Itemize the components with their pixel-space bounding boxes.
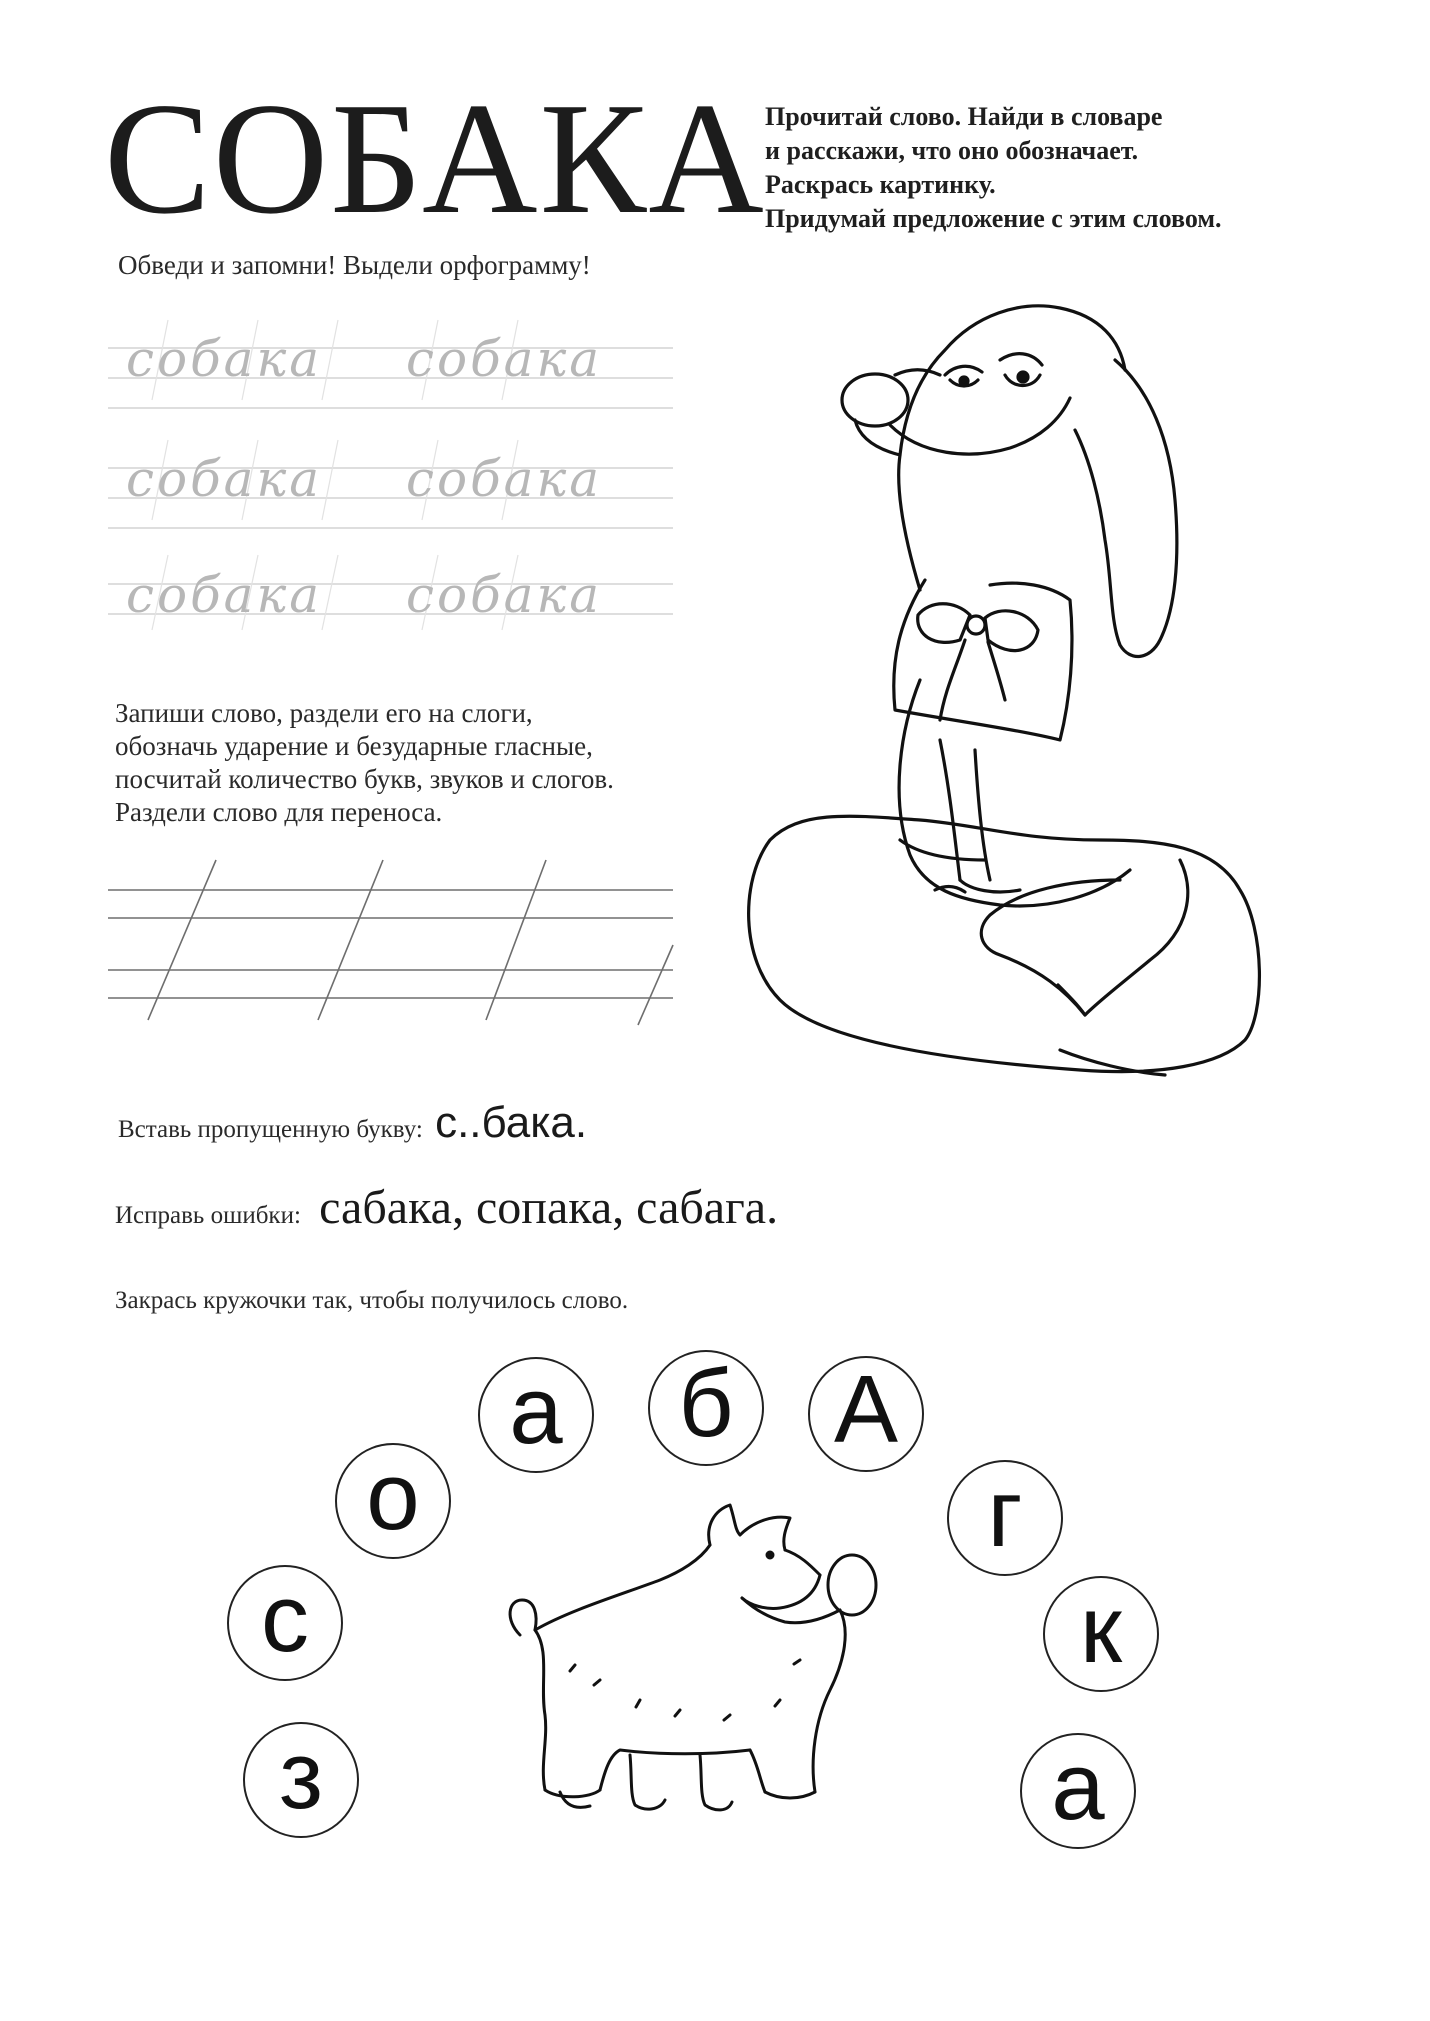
trace-word[interactable]: собака [126, 330, 323, 388]
trace-word[interactable]: собака [406, 330, 603, 388]
trace-word[interactable]: собака [406, 566, 603, 624]
task-line: Запиши слово, раздели его на слоги, [115, 698, 533, 728]
fix-errors-task [115, 1180, 778, 1235]
trace-word[interactable]: собака [126, 450, 323, 508]
letter-circle[interactable]: г [947, 1460, 1063, 1576]
letter-circle[interactable]: з [243, 1722, 359, 1838]
letter-circle[interactable]: с [227, 1565, 343, 1681]
letter-circle[interactable]: а [1020, 1733, 1136, 1849]
trace-instruction: Обведи и запомни! Выдели орфограмму! [118, 250, 591, 280]
task-line: обозначь ударение и безударные гласные, [115, 731, 593, 761]
trace-word[interactable]: собака [406, 450, 603, 508]
letter-circle[interactable]: о [335, 1443, 451, 1559]
trace-word[interactable]: собака [126, 566, 323, 624]
letter-circle[interactable]: А [808, 1356, 924, 1472]
missing-letter-task [118, 1098, 587, 1148]
circles-task-label: Закрась кружочки так, чтобы получилось слово. [115, 1287, 629, 1314]
missing-letter-word: с..бака. [435, 1098, 588, 1147]
instruction-line: Придумай предложение с этим словом. [765, 204, 1222, 233]
fix-errors-label: Исправь ошибки: [115, 1202, 301, 1229]
small-dog-illustration [480, 1500, 920, 1840]
ruled-lines [108, 860, 683, 1030]
instructions-block [765, 100, 1222, 236]
fix-errors-words: сабака, сопака, сабага. [319, 1181, 779, 1234]
instruction-line: и расскажи, что оно обозначает. [765, 136, 1139, 165]
letter-circle[interactable]: б [648, 1350, 764, 1466]
task-line: Раздели слово для переноса. [115, 797, 443, 827]
sitting-dog-illustration [720, 280, 1280, 1100]
page-title: СОБАКА [104, 69, 766, 247]
syllable-task-text [115, 697, 614, 829]
letter-circle[interactable]: к [1043, 1576, 1159, 1692]
missing-letter-label: Вставь пропущенную букву: [118, 1116, 423, 1143]
instruction-line: Прочитай слово. Найди в словаре [765, 102, 1163, 131]
letter-circle[interactable]: а [478, 1357, 594, 1473]
instruction-line: Раскрась картинку. [765, 170, 996, 199]
task-line: посчитай количество букв, звуков и слогов. [115, 764, 614, 794]
